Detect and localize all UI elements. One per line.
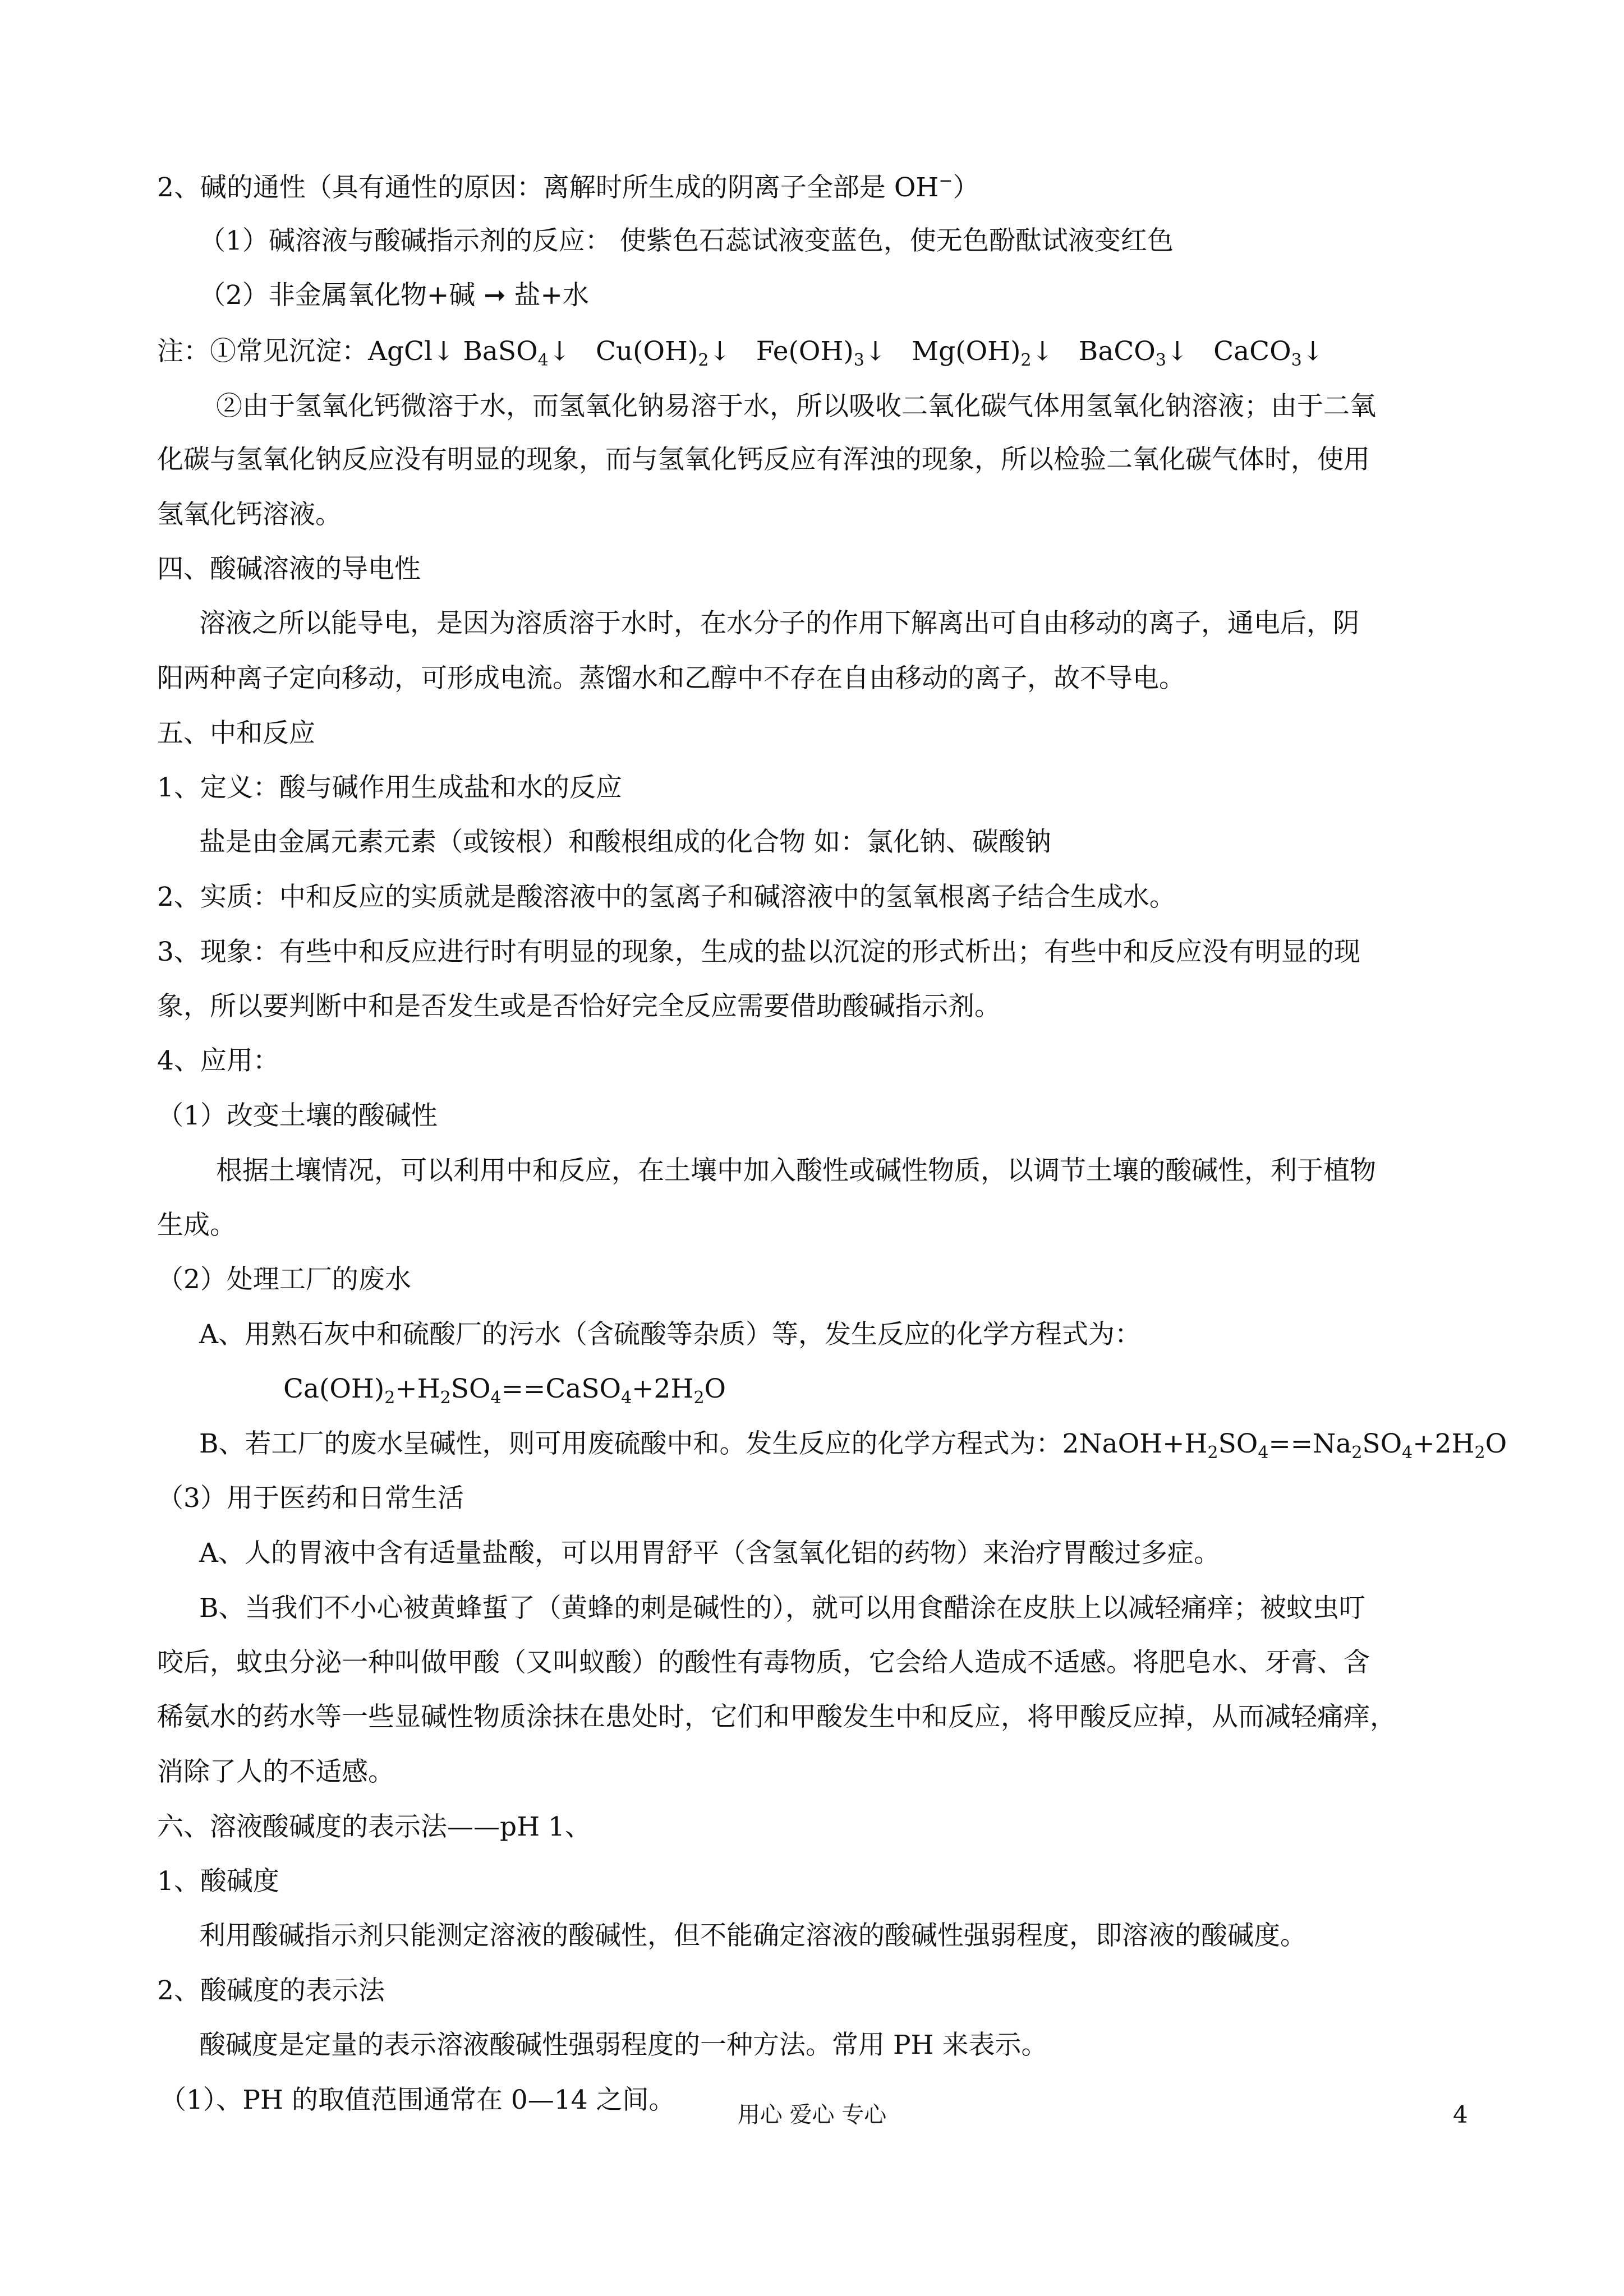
precipitate-list: 注：①常见沉淀：AgCl↓ BaSO$_4$↓ $Cu(OH)_2↓$ $Fe(OH)_3↓$ $Mg(OH)_2↓$ BaCO$_3$↓ CaCO$_3$↓ xyxy=(157,336,1324,370)
text-line: 利用酸碱指示剂只能测定溶液的酸碱性，但不能确定溶液的酸碱性强弱程度，即溶液的酸碱度。 xyxy=(199,1920,1306,1951)
text-line: B、当我们不小心被黄蜂蜇了（黄蜂的刺是碱性的），就可以用食醋涂在皮肤上以减轻痛痒；被蚊虫叮 xyxy=(199,1593,1366,1624)
text-line: （2）处理工厂的废水 xyxy=(157,1264,411,1295)
section-heading: 六、溶液酸碱度的表示法——pH 1、 xyxy=(157,1811,591,1842)
text-line: （1）、PH 的取值范围通常在 0—14 之间。 xyxy=(160,2085,675,2115)
text-line: 1、酸碱度 xyxy=(157,1866,279,1897)
text-line: 2、实质：中和反应的实质就是酸溶液中的氢离子和碱溶液中的氢氧根离子结合生成水。 xyxy=(157,882,1176,912)
section-heading: 五、中和反应 xyxy=(157,718,315,749)
text-line: 盐是由金属元素元素（或铵根）和酸根组成的化合物 如：氯化钠、碳酸钠 xyxy=(199,827,1051,857)
text-line: （3）用于医药和日常生活 xyxy=(157,1483,464,1514)
text-line: 稀氨水的药水等一些显碱性物质涂抹在患处时，它们和甲酸发生中和反应，将甲酸反应掉，从而减轻痛痒， xyxy=(157,1702,1396,1732)
text-line: 咬后，蚊虫分泌一种叫做甲酸（又叫蚁酸）的酸性有毒物质，它会给人造成不适感。将肥皂水、牙膏、含 xyxy=(157,1647,1370,1678)
text-line: （2）非金属氧化物+碱 ➞ 盐+水 xyxy=(199,280,589,311)
text-line: 象，所以要判断中和是否发生或是否恰好完全反应需要借助酸碱指示剂。 xyxy=(157,991,1001,1022)
text-line: A、用熟石灰中和硫酸厂的污水（含硫酸等杂质）等，发生反应的化学方程式为： xyxy=(199,1319,1141,1350)
text-line: 阳两种离子定向移动，可形成电流。蒸馏水和乙醇中不存在自由移动的离子，故不导电。 xyxy=(157,663,1185,694)
text-line: （1）改变土壤的酸碱性 xyxy=(157,1100,438,1131)
section-heading: 四、酸碱溶液的导电性 xyxy=(157,554,421,584)
text-line: 生成。 xyxy=(157,1210,236,1241)
text-line: 4、应用： xyxy=(157,1045,279,1076)
text-line: 氢氧化钙溶液。 xyxy=(157,499,342,530)
text-line: 2、酸碱度的表示法 xyxy=(157,1975,385,2006)
equation: B、若工厂的废水呈碱性，则可用废硫酸中和。发生反应的化学方程式为：$2NaOH+H_2SO_4==Na_2SO_4+2H_2O$ xyxy=(199,1428,1507,1463)
text-line: A、人的胃液中含有适量盐酸，可以用胃舒平（含氢氧化铝的药物）来治疗胃酸过多症。 xyxy=(199,1538,1220,1569)
text-line: 3、现象：有些中和反应进行时有明显的现象，生成的盐以沉淀的形式析出；有些中和反应没有明显的现 xyxy=(157,937,1360,967)
text-line: 消除了人的不适感。 xyxy=(157,1756,394,1787)
text-line: 2、碱的通性（具有通性的原因：离解时所生成的阴离子全部是 OH−） xyxy=(157,171,979,203)
text-line: （1）碱溶液与酸碱指示剂的反应： 使紫色石蕊试液变蓝色，使无色酚酞试液变红色 xyxy=(199,225,1174,256)
text-line: 酸碱度是定量的表示溶液酸碱性强弱程度的一种方法。常用 PH 来表示。 xyxy=(199,2030,1048,2060)
page-footer: 用心 爱心 专心 xyxy=(737,2102,887,2128)
text-line: 根据土壤情况，可以利用中和反应，在土壤中加入酸性或碱性物质，以调节土壤的酸碱性，利于植物 xyxy=(216,1155,1376,1186)
text-line: ②由于氢氧化钙微溶于水，而氢氧化钠易溶于水，所以吸收二氧化碳气体用氢氧化钠溶液；由于二氧 xyxy=(216,391,1376,422)
text-line: 1、定义：酸与碱作用生成盐和水的反应 xyxy=(157,772,622,803)
text-line: 溶液之所以能导电，是因为溶质溶于水时，在水分子的作用下解离出可自由移动的离子，通电后，阴 xyxy=(199,608,1359,639)
text-line: 化碳与氢氧化钠反应没有明显的现象，而与氢氧化钙反应有浑浊的现象，所以检验二氧化碳气体时，使用 xyxy=(157,444,1370,475)
equation: $Ca(OH)_2+H_2SO_4==CaSO_4+2H_2O$ xyxy=(283,1373,726,1408)
page-number: 4 xyxy=(1453,2101,1468,2128)
